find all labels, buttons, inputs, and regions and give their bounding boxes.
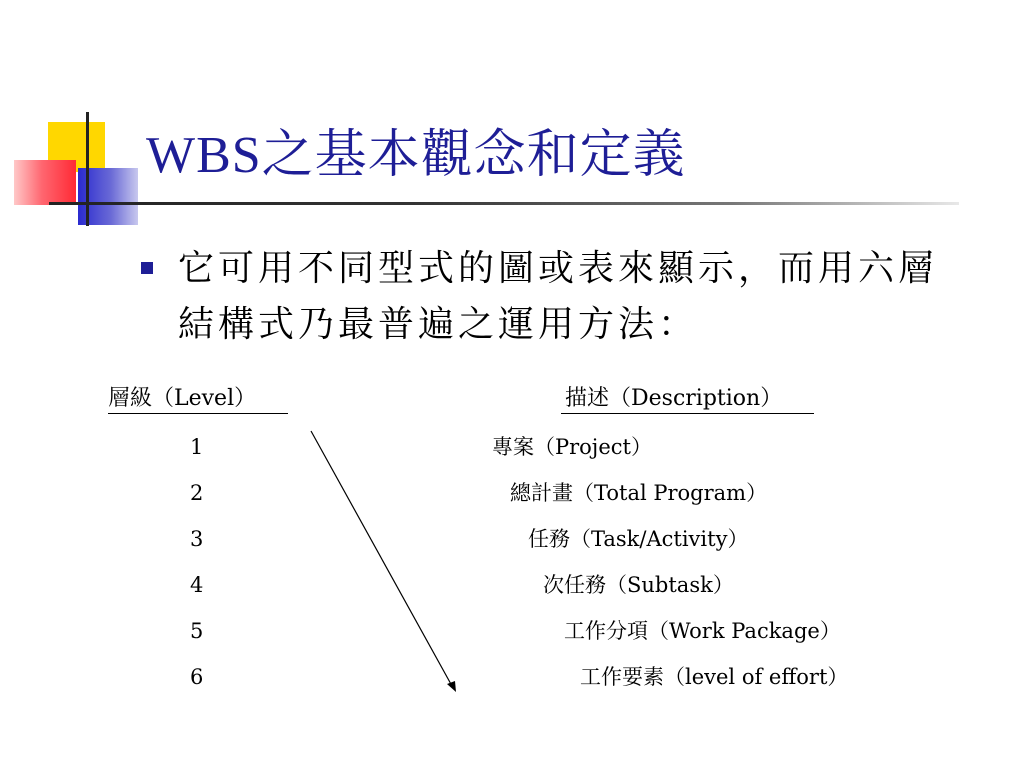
arrow-line xyxy=(311,431,452,686)
level-cell: 3 xyxy=(190,527,204,551)
description-cell: 工作要素（level of effort） xyxy=(580,665,849,689)
description-cell: 總計畫（Total Program） xyxy=(510,481,768,505)
decor-red-square xyxy=(14,160,76,205)
decor-vertical-line xyxy=(86,112,89,226)
level-cell: 5 xyxy=(190,619,204,643)
header-description-underline xyxy=(561,413,814,414)
level-cell: 6 xyxy=(190,665,204,689)
bullet-square-icon xyxy=(141,262,153,274)
arrowhead-icon xyxy=(447,681,456,692)
slide-title: WBS之基本觀念和定義 xyxy=(146,127,686,184)
bullet-text: 它可用不同型式的圖或表來顯示，而用六層結構式乃最普遍之運用方法： xyxy=(178,248,939,345)
header-level-underline xyxy=(108,413,288,414)
description-cell: 任務（Task/Activity） xyxy=(528,527,749,551)
header-level: 層級（Level） xyxy=(108,386,257,411)
level-cell: 1 xyxy=(190,435,204,459)
description-cell: 工作分項（Work Package） xyxy=(564,619,841,643)
title-underline xyxy=(49,202,959,205)
description-cell: 次任務（Subtask） xyxy=(543,573,734,597)
level-cell: 4 xyxy=(190,573,204,597)
description-cell: 專案（Project） xyxy=(492,435,652,459)
header-description: 描述（Description） xyxy=(565,386,783,411)
level-cell: 2 xyxy=(190,481,204,505)
